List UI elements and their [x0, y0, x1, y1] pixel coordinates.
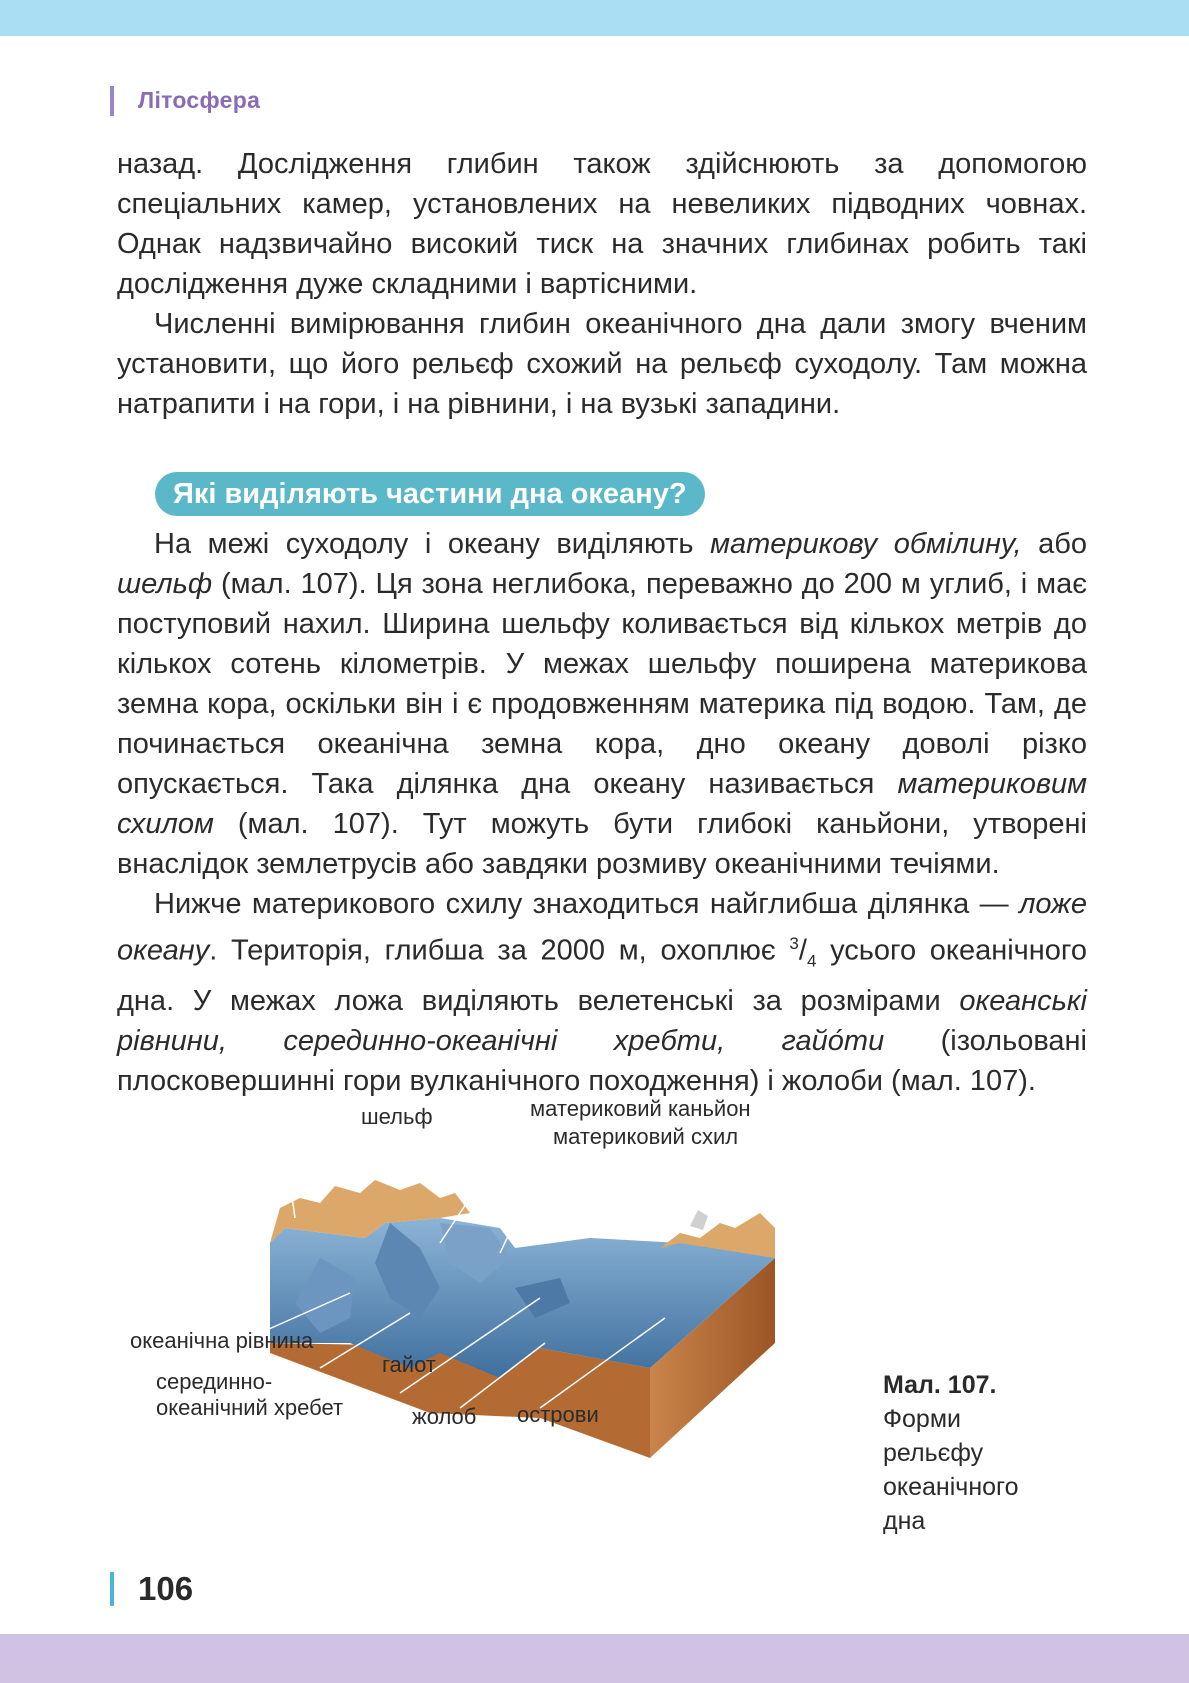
- caption-number: Мал. 107.: [883, 1371, 997, 1399]
- fraction-numerator: 3: [789, 934, 799, 953]
- label-shelf: шельф: [361, 1104, 433, 1129]
- fraction-slash: /: [798, 934, 807, 967]
- label-ridge-line2: океанічний хребет: [156, 1395, 344, 1420]
- term: ложе океану: [117, 888, 1087, 967]
- caption-line: рельєфу: [883, 1439, 984, 1467]
- label-oceanic-plain: океанічна рівнина: [130, 1328, 314, 1353]
- label-continental-canyon: материковий каньйон: [530, 1096, 751, 1121]
- label-ridge-line1: серединно-: [156, 1369, 273, 1394]
- top-color-band: [0, 0, 1189, 36]
- section-title: Літосфера: [138, 87, 261, 113]
- page-number: 106: [138, 1570, 194, 1607]
- term: океанські рівнини, серединно-океанічні хребти, гайо́ти: [117, 985, 1087, 1058]
- paragraph: На межі суходолу і океану виділяють материкову обмілину, або шельф (мал. 107). Ця зона неглибока, переважно до 200 м углиб, і має поступовий нахил. Ширина шельфу коливається від кількох метрів до кількох сотень кілометрів. У межах шельфу поширена материкова земна кора, оскільки він і є продовженням материка під водою. Там, де починається океанічна земна кора, дно океану доволі різко опускається. Така ділянка дна океану називається материковим схилом (мал. 107). Тут можуть бути глибокі каньйони, утворені внаслідок землетрусів або завдяки розмиву океанічними течіями.: [117, 528, 1087, 880]
- text-block-main: [117, 524, 1087, 1101]
- label-continental-slope: материковий схил: [553, 1124, 739, 1149]
- term: материкову обмілину,: [710, 528, 1022, 560]
- header-marker-bar: [110, 86, 114, 116]
- ocean-floor-figure: [120, 1096, 840, 1538]
- term: материковим схилом: [117, 768, 1087, 840]
- text-block-top: [117, 144, 1087, 424]
- label-islands: острови: [517, 1402, 599, 1427]
- section-heading: Які виділяють частини дна океану?: [155, 472, 705, 516]
- term: шельф: [117, 568, 213, 600]
- label-guyot: гайот: [382, 1352, 436, 1377]
- paragraph: назад. Дослідження глибин також здійснюють за допомогою спеціальних камер, установлених на невеликих підводних човнах. Однак надзвичайно високий тиск на значних глибинах робить такі дослідження дуже складними і вартісними.: [117, 148, 1087, 300]
- caption-line: дна: [883, 1507, 926, 1535]
- bottom-color-band: [0, 1634, 1189, 1683]
- caption-line: Форми: [883, 1405, 961, 1433]
- paragraph: Численні вимірювання глибин океанічного дна дали змогу вченим установити, що його рельєф схожий на рельєф суходолу. Там можна натрапити і на гори, і на рівнини, і на вузькі западини.: [117, 308, 1087, 420]
- figure-caption: [883, 1368, 1083, 1538]
- page-number-marker: [110, 1572, 114, 1606]
- caption-line: океанічного: [883, 1473, 1019, 1501]
- volcano-smoke: [690, 1210, 708, 1230]
- paragraph: Нижче материкового схилу знаходиться найглибша ділянка — ложе океану. Територія, глибша за 2000 м, охоплює $^3/_4$ усього океанічного дна. У межах ложа виділяють велетенські за розмірами океанські рівнини, серединно-океанічні хребти, гайо́ти (ізольовані плосковершинні гори вулканічного походження) і жолоби (мал. 107).: [117, 888, 1087, 1098]
- label-trench: жолоб: [412, 1404, 477, 1429]
- fraction-denominator: 4: [806, 951, 817, 971]
